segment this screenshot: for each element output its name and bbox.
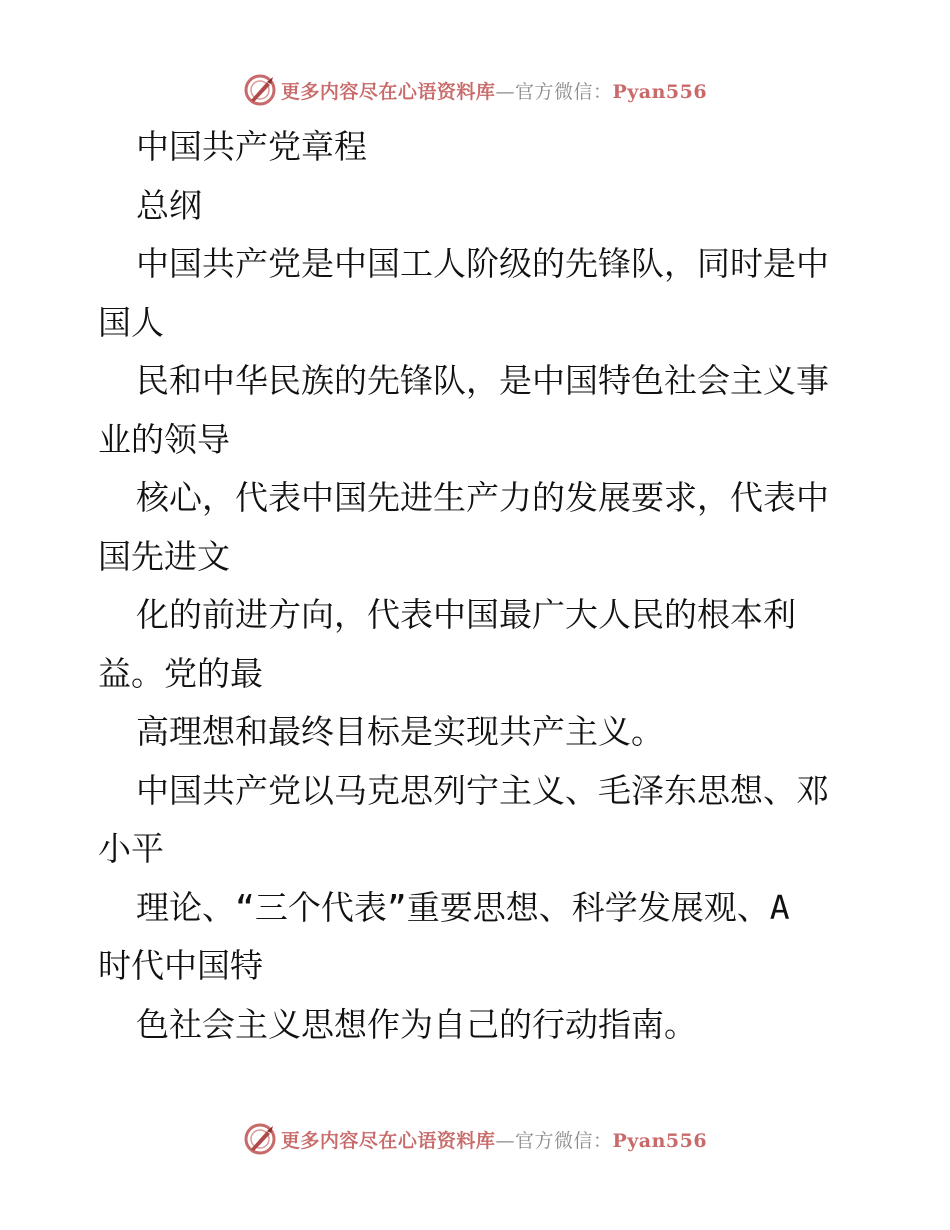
text-line: 小平 [98, 829, 164, 868]
watermark-official: 官方微信： [514, 80, 613, 103]
text-line: 化的前进方向，代表中国最广大人民的根本利 [136, 595, 796, 634]
text-line: 核心，代表中国先进生产力的发展要求，代表中 [136, 478, 829, 517]
text-line: 中国共产党以马克思列宁主义、毛泽东思想、邓 [136, 770, 829, 810]
text-line: 中国共产党章程 [136, 127, 367, 166]
feather-pen-logo-icon [243, 1122, 277, 1156]
watermark-dash: — [495, 80, 515, 103]
text-line: 高理想和最终目标是实现共产主义。 [136, 712, 664, 751]
watermark-text [281, 1126, 707, 1153]
watermark-main: 更多内容尽在心语资料库 [280, 80, 496, 103]
text-line: 色社会主义思想作为自己的行动指南。 [136, 1004, 697, 1044]
document-body [98, 118, 858, 1054]
text-line: 中国共产党是中国工人阶级的先锋队，同时是中 [136, 244, 829, 283]
text-line: 民和中华民族的先锋队，是中国特色社会主义事 [136, 361, 829, 400]
feather-pen-logo-icon [243, 73, 277, 107]
text-line: 益。党的最 [98, 653, 263, 693]
watermark-text [281, 77, 707, 104]
text-line: 国人 [98, 302, 164, 342]
text-line: 国先进文 [98, 536, 230, 576]
text-line: 理论、“三个代表”重要思想、科学发展观、A [136, 887, 790, 927]
footer-watermark [0, 1119, 950, 1159]
watermark-main: 更多内容尽在心语资料库 [280, 1129, 496, 1152]
watermark-id: Pyan556 [612, 1129, 708, 1152]
watermark-dash: — [495, 1129, 515, 1152]
header-watermark [0, 70, 950, 110]
text-line: 总纲 [136, 185, 202, 225]
text-line: 时代中国特 [98, 946, 263, 985]
watermark-id: Pyan556 [612, 80, 708, 103]
text-line: 业的领导 [98, 419, 230, 459]
watermark-official: 官方微信： [514, 1129, 613, 1152]
